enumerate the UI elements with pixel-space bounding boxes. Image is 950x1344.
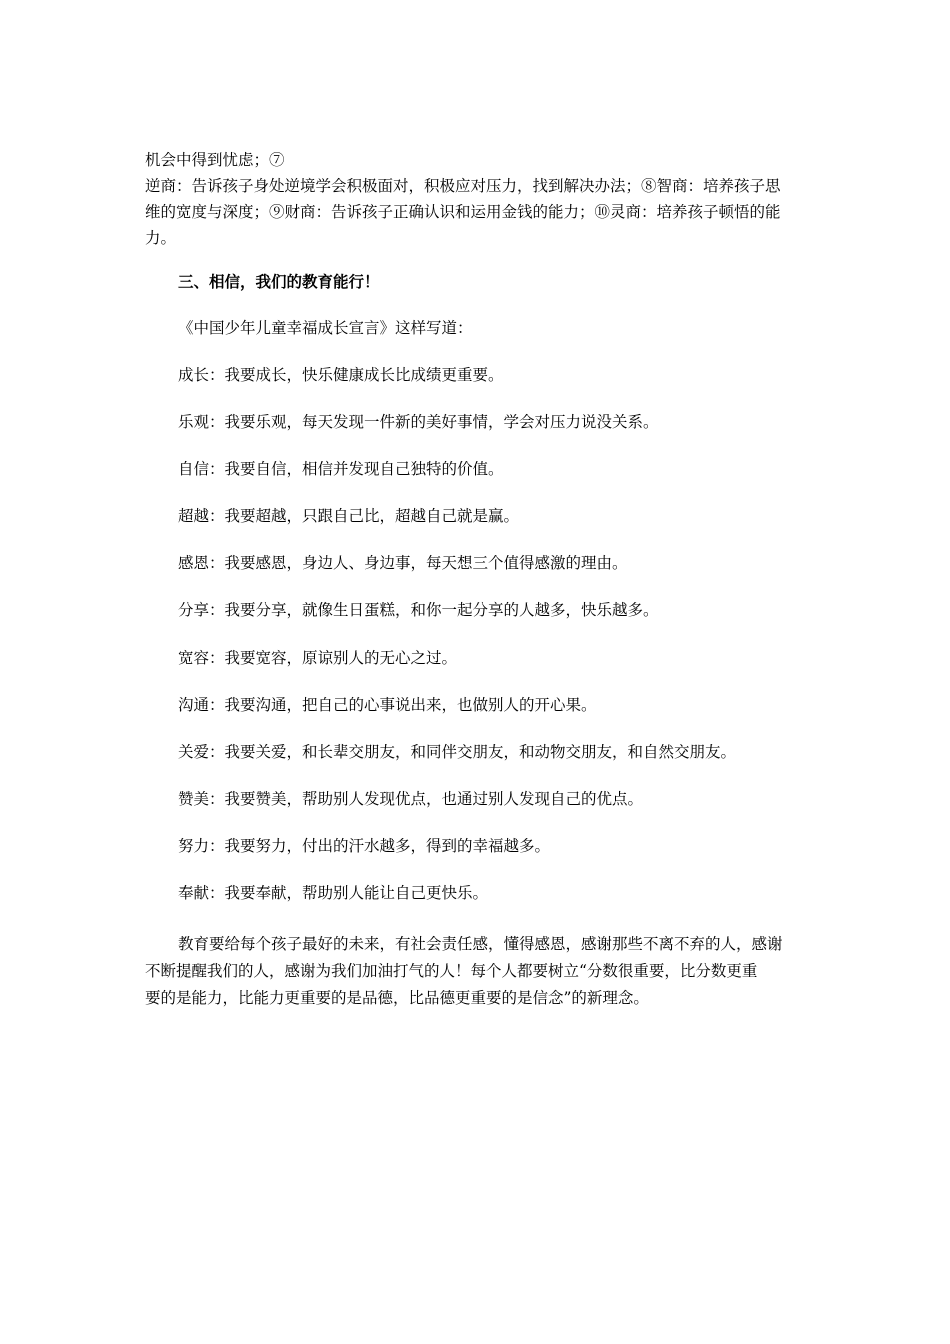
declaration-item: 关爱：我要关爱，和长辈交朋友，和同伴交朋友，和动物交朋友，和自然交朋友。 xyxy=(178,743,737,761)
declaration-item: 分享：我要分享，就像生日蛋糕，和你一起分享的人越多，快乐越多。 xyxy=(178,601,659,619)
intro-line: 力。 xyxy=(145,229,177,247)
closing-line: 教育要给每个孩子最好的未来，有社会责任感，懂得感恩，感谢那些不离不弃的人，感谢 xyxy=(178,935,783,953)
declaration-item: 超越：我要超越，只跟自己比，超越自己就是赢。 xyxy=(178,507,520,525)
intro-line: 机会中得到忧虑；⑦ xyxy=(145,151,285,169)
section-heading: 三、相信，我们的教育能行！ xyxy=(178,272,380,291)
declaration-item: 感恩：我要感恩，身边人、身边事，每天想三个值得感激的理由。 xyxy=(178,554,628,572)
declaration-item: 宽容：我要宽容，原谅别人的无心之过。 xyxy=(178,649,458,667)
declaration-item: 努力：我要努力，付出的汗水越多，得到的幸福越多。 xyxy=(178,837,551,855)
declaration-intro: 《中国少年儿童幸福成长宣言》这样写道： xyxy=(178,319,473,337)
declaration-item: 奉献：我要奉献，帮助别人能让自己更快乐。 xyxy=(178,884,489,902)
intro-line: 维的宽度与深度；⑨财商：告诉孩子正确认识和运用金钱的能力；⑩灵商：培养孩子顿悟的能 xyxy=(145,203,781,221)
declaration-item: 自信：我要自信，相信并发现自己独特的价值。 xyxy=(178,460,504,478)
declaration-item: 成长：我要成长，快乐健康成长比成绩更重要。 xyxy=(178,366,504,384)
declaration-item: 乐观：我要乐观，每天发现一件新的美好事情，学会对压力说没关系。 xyxy=(178,413,659,431)
closing-line: 要的是能力，比能力更重要的是品德，比品德更重要的是信念”的新理念。 xyxy=(145,989,649,1007)
declaration-item: 沟通：我要沟通，把自己的心事说出来，也做别人的开心果。 xyxy=(178,696,597,714)
intro-line: 逆商：告诉孩子身处逆境学会积极面对，积极应对压力，找到解决办法；⑧智商：培养孩子思 xyxy=(145,177,781,195)
closing-line: 不断提醒我们的人，感谢为我们加油打气的人！每个人都要树立“分数很重要，比分数更重 xyxy=(145,962,758,980)
declaration-item: 赞美：我要赞美，帮助别人发现优点，也通过别人发现自己的优点。 xyxy=(178,790,644,808)
